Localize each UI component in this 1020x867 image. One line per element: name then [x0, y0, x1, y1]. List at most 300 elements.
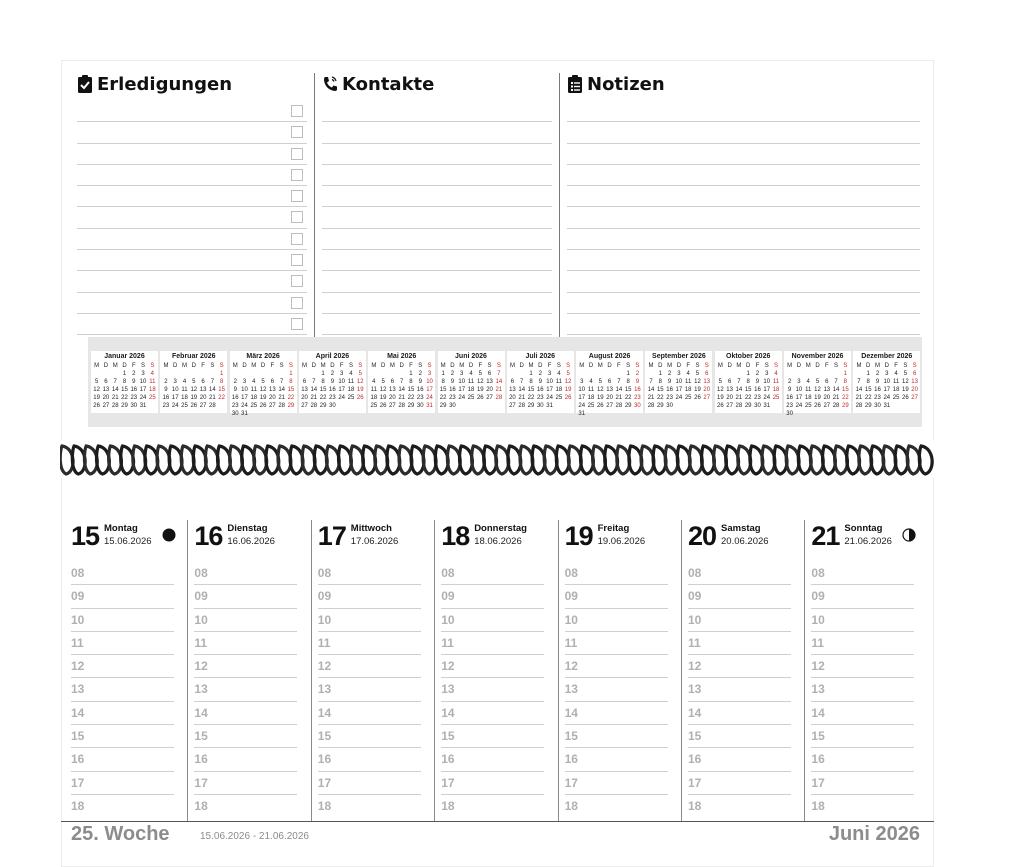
mini-day: 26 — [93, 403, 100, 409]
mini-day: 21 — [832, 395, 840, 401]
empty-cell — [300, 370, 309, 378]
mini-month — [715, 351, 782, 413]
weekday-letter: M — [182, 363, 187, 369]
weekday-letter: S — [903, 363, 908, 369]
writing-line[interactable] — [77, 186, 307, 207]
hour-slot[interactable]: 10 — [71, 609, 174, 632]
mini-day: 30 — [754, 403, 761, 409]
mini-day: 5 — [815, 379, 820, 385]
weekday-letter: D — [607, 363, 612, 369]
writing-line[interactable] — [322, 293, 552, 314]
mini-day: 18 — [467, 387, 475, 393]
hour-slot[interactable]: 08 — [688, 562, 791, 585]
hour-slot[interactable]: 08 — [565, 562, 668, 585]
mini-day: 14 — [647, 387, 655, 393]
mini-day: 31 — [241, 411, 248, 417]
hour-slot[interactable]: 17 — [441, 772, 544, 795]
mini-day: 30 — [536, 403, 544, 409]
todo-checkbox[interactable] — [291, 318, 303, 330]
day-column — [184, 520, 307, 821]
hour-slot[interactable]: 18 — [441, 798, 455, 813]
mini-day: 10 — [883, 379, 891, 385]
writing-line[interactable] — [567, 122, 920, 143]
mini-day: 7 — [737, 379, 741, 385]
mini-day: 6 — [270, 379, 275, 385]
mini-day: 30 — [231, 411, 239, 417]
hour-slot[interactable]: 13 — [811, 678, 914, 701]
weekday-letter: M — [805, 363, 811, 369]
day-name: Donnerstag — [474, 523, 527, 534]
writing-line[interactable] — [77, 165, 307, 186]
mini-day: 28 — [518, 403, 526, 409]
hour-slot[interactable]: 17 — [565, 772, 668, 795]
mini-day: 14 — [855, 387, 863, 393]
mini-day: 7 — [312, 379, 316, 385]
hour-slot[interactable]: 08 — [811, 562, 914, 585]
mini-month — [645, 351, 712, 413]
writing-line[interactable] — [77, 271, 307, 292]
hour-slot[interactable]: 15 — [441, 725, 544, 748]
mini-day: 31 — [139, 403, 147, 409]
empty-cell — [208, 370, 217, 378]
todo-checkbox[interactable] — [291, 105, 303, 117]
mini-day: 3 — [340, 371, 344, 377]
mini-day: 20 — [486, 387, 493, 393]
day-divider — [558, 520, 559, 821]
hour-slot[interactable]: 18 — [71, 798, 85, 813]
empty-cell — [785, 370, 794, 378]
mini-day: 14 — [111, 387, 119, 393]
mini-day: 2 — [330, 371, 335, 377]
mini-day: 24 — [241, 403, 248, 409]
mini-day: 17 — [139, 387, 147, 393]
mini-day: 20 — [703, 387, 711, 393]
mini-month-name: August 2026 — [588, 353, 631, 360]
todo-checkbox[interactable] — [291, 126, 303, 138]
mini-day: 3 — [580, 379, 584, 385]
weekday-letter: S — [556, 363, 561, 369]
hour-slot[interactable]: 17 — [71, 772, 174, 795]
hour-slot[interactable]: 14 — [811, 702, 914, 725]
writing-line[interactable] — [567, 250, 920, 271]
todo-checkbox[interactable] — [291, 190, 303, 202]
hour-slot[interactable]: 12 — [441, 655, 544, 678]
mini-day: 13 — [486, 379, 493, 385]
mini-day: 9 — [330, 379, 335, 385]
mini-day: 10 — [338, 379, 346, 385]
writing-line[interactable] — [77, 250, 307, 271]
hour-slot[interactable]: 11 — [441, 632, 544, 655]
hour-slot[interactable]: 12 — [688, 655, 791, 678]
mini-day: 26 — [902, 395, 909, 401]
hour-slot[interactable]: 10 — [565, 609, 668, 632]
hour-slot[interactable]: 14 — [318, 702, 421, 725]
hour-slot[interactable]: 16 — [71, 748, 174, 771]
hour-slot[interactable]: 15 — [811, 725, 914, 748]
todo-checkbox[interactable] — [291, 148, 303, 160]
mini-day: 12 — [259, 387, 267, 393]
day-column — [678, 520, 801, 821]
hour-slot[interactable]: 08 — [71, 562, 174, 585]
mini-day: 9 — [450, 379, 455, 385]
hour-slot[interactable]: 14 — [441, 702, 544, 725]
hour-slot[interactable]: 18 — [564, 798, 578, 813]
mini-day: 5 — [598, 379, 602, 385]
weekday-letter: S — [348, 363, 353, 369]
mini-day: 18 — [181, 395, 188, 401]
hour-slot[interactable]: 11 — [71, 632, 174, 655]
weekday-letter: M — [736, 363, 742, 369]
weekday-letter: F — [131, 363, 136, 369]
weekday-letter: D — [399, 363, 404, 369]
mini-day: 27 — [102, 403, 110, 409]
hour-slot[interactable]: 10 — [441, 609, 544, 632]
mini-day: 6 — [912, 371, 917, 377]
weekday-letter: D — [884, 363, 889, 369]
hour-slot[interactable]: 08 — [194, 562, 297, 585]
hour-slot[interactable]: 16 — [194, 748, 297, 771]
writing-line[interactable] — [567, 144, 920, 165]
hour-slot[interactable]: 14 — [688, 702, 791, 725]
day-date: 21.06.2026 — [844, 536, 892, 547]
weekday-letter: M — [251, 363, 257, 369]
mini-day: 22 — [407, 395, 415, 401]
hour-slot[interactable]: 16 — [688, 748, 791, 771]
footer-rule — [61, 821, 934, 822]
writing-line[interactable] — [77, 144, 307, 165]
mini-day: 22 — [439, 395, 447, 401]
mini-day: 9 — [233, 387, 237, 393]
day-name: Samstag — [721, 523, 761, 534]
writing-line[interactable] — [567, 101, 920, 122]
day-header — [308, 520, 431, 550]
mini-month-name: Februar 2026 — [172, 353, 216, 360]
empty-cell — [508, 370, 517, 378]
mini-day: 13 — [199, 387, 207, 393]
hour-slot[interactable]: 15 — [565, 725, 668, 748]
weekday-letter: D — [746, 363, 751, 369]
weekday-letter: M — [371, 363, 377, 369]
empty-cell — [596, 370, 605, 378]
mini-day: 16 — [536, 387, 544, 393]
mini-day: 4 — [469, 371, 473, 377]
mini-day: 4 — [774, 371, 778, 377]
mini-day: 9 — [755, 379, 760, 385]
mini-day: 8 — [843, 379, 848, 385]
mini-day: 2 — [418, 371, 422, 377]
mini-day: 18 — [555, 387, 563, 393]
hour-slot[interactable]: 14 — [194, 702, 297, 725]
mini-day: 24 — [338, 395, 346, 401]
hour-slot[interactable]: 15 — [194, 725, 297, 748]
empty-cell — [277, 370, 286, 378]
mini-day: 7 — [649, 379, 653, 385]
day-date: 16.06.2026 — [227, 536, 275, 547]
todo-checkbox[interactable] — [291, 211, 303, 223]
mini-day: 1 — [626, 371, 630, 377]
writing-line[interactable] — [322, 122, 552, 143]
writing-line[interactable] — [567, 165, 920, 186]
mini-day: 26 — [476, 395, 484, 401]
hour-slot[interactable]: 15 — [318, 725, 421, 748]
mini-month-grid — [160, 362, 227, 410]
writing-line[interactable] — [567, 186, 920, 207]
mini-day: 6 — [487, 371, 492, 377]
day-header — [678, 520, 801, 550]
hour-slot[interactable]: 13 — [565, 678, 668, 701]
weekday-letter: S — [288, 363, 293, 369]
mini-day: 31 — [578, 411, 586, 417]
hour-slot[interactable]: 10 — [811, 609, 914, 632]
hour-slot[interactable]: 09 — [565, 585, 668, 608]
weekday-letter: M — [232, 363, 238, 369]
hour-slot[interactable]: 10 — [318, 609, 421, 632]
mini-day: 14 — [495, 379, 503, 385]
writing-line[interactable] — [567, 293, 920, 314]
writing-line[interactable] — [77, 229, 307, 250]
hour-list — [308, 562, 431, 818]
todo-checkbox[interactable] — [291, 233, 303, 245]
mini-day: 16 — [130, 387, 138, 393]
mini-day: 6 — [727, 379, 732, 385]
mini-month — [438, 351, 505, 413]
hour-slot[interactable]: 15 — [688, 725, 791, 748]
writing-line[interactable] — [322, 229, 552, 250]
mini-day: 10 — [426, 379, 433, 385]
writing-line[interactable] — [77, 101, 307, 122]
hour-slot[interactable]: 13 — [441, 678, 544, 701]
hour-slot[interactable]: 09 — [71, 585, 174, 608]
writing-line[interactable] — [322, 271, 552, 292]
weekday-letter: M — [302, 363, 308, 369]
writing-line[interactable] — [567, 207, 920, 228]
mini-day: 12 — [564, 379, 572, 385]
mini-day: 23 — [536, 395, 544, 401]
mini-day: 24 — [795, 403, 803, 409]
mini-day: 9 — [635, 379, 640, 385]
hour-slot[interactable]: 09 — [194, 585, 297, 608]
hour-slot[interactable]: 12 — [194, 655, 297, 678]
writing-line[interactable] — [322, 186, 552, 207]
hour-slot[interactable]: 16 — [441, 748, 544, 771]
writing-line[interactable] — [77, 207, 307, 228]
todo-checkbox[interactable] — [291, 275, 303, 287]
empty-cell — [231, 370, 240, 378]
hour-slot[interactable]: 09 — [441, 585, 544, 608]
empty-cell — [240, 370, 249, 378]
mini-month-name: Januar 2026 — [104, 353, 145, 360]
writing-line[interactable] — [322, 207, 552, 228]
empty-cell — [111, 370, 120, 378]
mini-day: 13 — [823, 387, 831, 393]
empty-cell — [794, 370, 803, 378]
mini-day: 1 — [529, 371, 533, 377]
clipboard-list-icon — [567, 75, 583, 93]
writing-line[interactable] — [567, 229, 920, 250]
weekday-letter: M — [528, 363, 534, 369]
todos-section — [77, 73, 307, 335]
hour-slot[interactable]: 11 — [565, 632, 668, 655]
hour-slot[interactable]: 15 — [71, 725, 174, 748]
hour-slot[interactable]: 13 — [194, 678, 297, 701]
hour-slot[interactable]: 18 — [688, 798, 702, 813]
mini-day: 5 — [718, 379, 722, 385]
hour-slot[interactable]: 18 — [317, 798, 332, 813]
weekday-letter: D — [330, 363, 335, 369]
mini-month-name: Oktober 2026 — [726, 353, 771, 360]
hour-slot[interactable]: 12 — [71, 655, 174, 678]
weekday-letter: M — [667, 363, 673, 369]
hour-slot[interactable]: 12 — [565, 655, 668, 678]
mini-day: 8 — [441, 379, 445, 385]
hour-slot[interactable]: 17 — [688, 772, 791, 795]
hour-slot[interactable]: 08 — [441, 562, 544, 585]
mini-day: 19 — [694, 387, 701, 393]
hour-slot[interactable]: 18 — [194, 798, 208, 813]
todo-checkbox[interactable] — [291, 169, 303, 181]
writing-line[interactable] — [322, 165, 552, 186]
writing-line[interactable] — [77, 314, 307, 335]
mini-day: 18 — [772, 387, 780, 393]
mini-day: 18 — [347, 387, 355, 393]
mini-day: 17 — [241, 395, 248, 401]
mini-day: 22 — [624, 395, 632, 401]
hour-slot[interactable]: 11 — [318, 632, 421, 655]
mini-day: 26 — [564, 395, 572, 401]
writing-line[interactable] — [567, 314, 920, 335]
notes-header — [567, 73, 920, 95]
hour-slot[interactable]: 11 — [194, 632, 297, 655]
mini-day: 9 — [164, 387, 168, 393]
hour-slot[interactable]: 13 — [318, 678, 421, 701]
hour-slot[interactable]: 16 — [565, 748, 668, 771]
mini-day: 20 — [102, 395, 110, 401]
mini-day: 2 — [132, 371, 136, 377]
weekday-letter: S — [210, 363, 215, 369]
mini-day: 5 — [695, 371, 700, 377]
writing-line[interactable] — [567, 271, 920, 292]
mini-day: 23 — [162, 403, 170, 409]
notes-lines — [567, 101, 920, 335]
mini-day: 4 — [372, 379, 376, 385]
mini-day: 7 — [834, 379, 838, 385]
hour-slot[interactable]: 09 — [811, 585, 914, 608]
weekday-letter: M — [163, 363, 169, 369]
hour-slot[interactable]: 09 — [688, 585, 791, 608]
day-name: Sonntag — [844, 523, 883, 534]
hour-slot[interactable]: 08 — [318, 562, 421, 585]
mini-day: 23 — [754, 395, 761, 401]
hour-slot[interactable]: 16 — [811, 748, 914, 771]
day-header — [61, 520, 184, 550]
empty-cell — [161, 370, 170, 378]
writing-line[interactable] — [322, 314, 552, 335]
todo-checkbox[interactable] — [291, 254, 303, 266]
day-divider — [434, 520, 435, 821]
mini-day: 25 — [684, 395, 692, 401]
notes-page — [61, 60, 934, 440]
hour-slot[interactable]: 14 — [71, 702, 174, 725]
weekday-letter: M — [856, 363, 862, 369]
mini-day: 28 — [735, 403, 743, 409]
mini-day: 23 — [416, 395, 424, 401]
mini-month-grid — [91, 362, 158, 410]
mini-day: 11 — [181, 387, 188, 393]
hour-slot[interactable]: 10 — [194, 609, 297, 632]
mini-day: 19 — [716, 395, 724, 401]
hour-slot[interactable]: 18 — [811, 798, 825, 813]
weekday-letter: M — [597, 363, 603, 369]
empty-cell — [101, 370, 110, 378]
mini-day: 27 — [389, 403, 396, 409]
hour-slot[interactable]: 12 — [318, 655, 421, 678]
mini-day: 27 — [301, 403, 308, 409]
hour-slot[interactable]: 14 — [565, 702, 668, 725]
hour-slot[interactable]: 17 — [194, 772, 297, 795]
mini-day: 23 — [449, 395, 456, 401]
writing-line[interactable] — [322, 101, 552, 122]
mini-day: 8 — [122, 379, 127, 385]
mini-day: 4 — [349, 371, 353, 377]
writing-line[interactable] — [322, 144, 552, 165]
mini-day: 1 — [658, 371, 662, 377]
writing-line[interactable] — [322, 250, 552, 271]
day-column — [308, 520, 431, 821]
mini-day: 21 — [495, 387, 503, 393]
todo-checkbox[interactable] — [291, 297, 303, 309]
weekday-letter: S — [774, 363, 779, 369]
mini-day: 5 — [192, 379, 196, 385]
hour-slot[interactable]: 17 — [811, 772, 914, 795]
hour-slot[interactable]: 09 — [318, 585, 421, 608]
mini-day: 26 — [259, 403, 267, 409]
hour-slot[interactable]: 17 — [318, 772, 421, 795]
mini-day: 25 — [250, 403, 258, 409]
mini-day: 30 — [329, 403, 336, 409]
day-divider — [311, 520, 312, 821]
mini-month-grid — [784, 362, 851, 418]
hour-slot[interactable]: 13 — [71, 678, 174, 701]
weekday-letter: F — [478, 363, 483, 369]
mini-day: 2 — [875, 371, 880, 377]
weekday-letter: D — [658, 363, 663, 369]
writing-line[interactable] — [77, 122, 307, 143]
day-header — [555, 520, 678, 550]
hour-slot[interactable]: 10 — [688, 609, 791, 632]
weekday-letter: S — [150, 363, 155, 369]
hour-slot[interactable]: 13 — [688, 678, 791, 701]
mini-day: 29 — [842, 403, 849, 409]
mini-month-name: März 2026 — [246, 353, 280, 360]
mini-day: 29 — [439, 403, 447, 409]
hour-slot[interactable]: 16 — [318, 748, 421, 771]
mini-day: 2 — [164, 379, 168, 385]
mini-day: 13 — [389, 387, 396, 393]
mini-month-grid — [853, 362, 920, 410]
mini-day: 9 — [418, 379, 422, 385]
hour-slot[interactable]: 11 — [688, 632, 791, 655]
mini-day: 2 — [787, 379, 792, 385]
writing-line[interactable] — [77, 293, 307, 314]
hour-slot[interactable]: 12 — [811, 655, 914, 678]
hour-slot[interactable]: 11 — [811, 632, 914, 655]
mini-day: 24 — [883, 395, 891, 401]
mini-day: 7 — [497, 371, 501, 377]
mini-day: 1 — [866, 371, 870, 377]
mini-day: 27 — [823, 403, 831, 409]
mini-day: 12 — [190, 387, 198, 393]
mini-day: 16 — [874, 387, 881, 393]
